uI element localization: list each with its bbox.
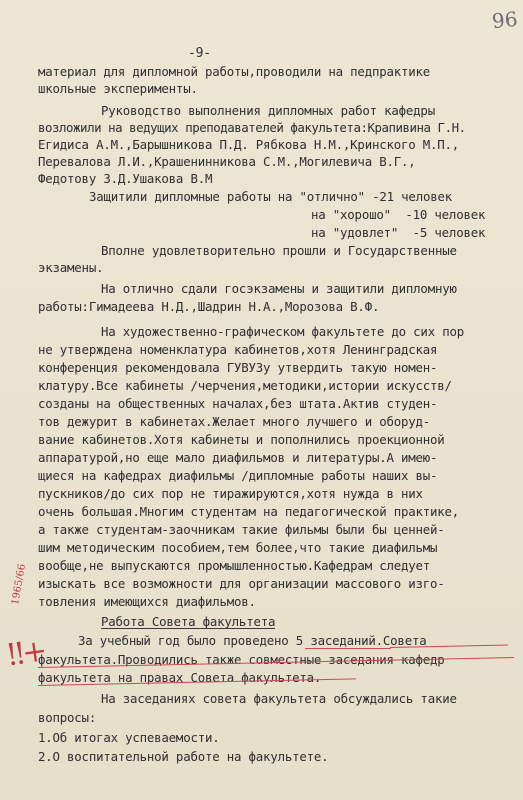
text-line: а также студентам-заочникам такие фильмы были бы ценней- [38,522,445,537]
text-line: За учебный год было проведено 5 заседаний.Совета [78,633,427,648]
text-line: Егидиса А.М.,Барышникова П.Д. Рябкова Н.М.,Кринского М.П., [38,137,460,152]
text-line: очень большая.Многим студентам на педагогической практике, [38,504,460,519]
text-line: материал для дипломной работы,проводили на педпрактике [38,64,431,79]
text-line: работы:Гимадеева Н.Д.,Шадрин Н.А.,Морозова В.Ф. [38,299,380,314]
text-line: вообще,не выпускаются промышленностью.Кафедрам следует [38,558,431,573]
page-number: -9- [188,46,211,61]
text-line: На художественно-графическом факультете до сих пор [101,324,464,339]
text-line: Перевалова Л.И.,Крашенинникова С.М.,Могилевича В.Г., [38,154,416,169]
heading-underline [101,628,275,629]
text-line: вопросы: [38,710,97,725]
text-line: 2.О воспитательной работе на факультете. [38,749,329,764]
text-line: клатуру.Все кабинеты /черчения,методики,истории искусств/ [38,378,452,393]
text-line: 1.Об итогах успеваемости. [38,730,220,745]
red-underline [305,648,391,649]
text-line: вание кабинетов.Хотя кабинеты и пополнились проекционной [38,432,445,447]
text-line: факультета.Проводились также совместные заседания кафедр [38,652,445,667]
text-line: школьные эксперименты. [38,81,198,96]
text-line: щиеся на кафедрах диафильмы /дипломные работы наших вы- [38,468,438,483]
text-line: Руководство выполнения дипломных работ кафедры [101,103,435,118]
text-line: на "хорошо" -10 человек [311,207,486,222]
text-line: На отлично сдали госэкзамены и защитили дипломную [101,281,457,296]
text-line: тов дежурит в кабинетах.Желает много лучшего и оборуд- [38,414,431,429]
text-line: Вполне удовлетворительно прошли и Государственные [101,243,457,258]
text-line: Федотову З.Д.Ушакова В.М [38,171,213,186]
text-line: На заседаниях совета факультета обсуждались такие [101,691,457,706]
text-line: на "удовлет" -5 человек [311,225,486,240]
text-line: товления имеющихся диафильмов. [38,594,256,609]
margin-exclamation-mark: !!+ [3,633,46,674]
margin-year-note: 1965/66 [10,563,29,606]
text-line: аппаратурой,но еще мало диафильмов и литературы.А имею- [38,450,438,465]
text-line: экзамены. [38,260,104,275]
text-line: пускников/до сих пор не тиражируются,хотя нужда в них [38,486,423,501]
text-line: возложили на ведущих преподавателей факультета:Крапивина Г.Н. [38,120,466,135]
archive-page-number: 96 [490,6,519,34]
text-line: изыскать все возможности для организации массового изго- [38,576,445,591]
text-line: Защитили дипломные работы на "отлично" -21 человек [89,189,452,204]
section-heading: Работа Совета факультета [101,614,276,629]
text-line: не утверждена номенклатура кабинетов,хотя Ленинградская [38,342,438,357]
text-line: конференция рекомендовала ГУВУЗу утвердить такую номен- [38,360,438,375]
text-line: шим методическим пособием,тем более,что такие диафильмы [38,540,438,555]
text-line: созданы на общественных началах,без штата.Актив студен- [38,396,438,411]
text-line: факультета на правах Совета факультета. [38,670,322,685]
